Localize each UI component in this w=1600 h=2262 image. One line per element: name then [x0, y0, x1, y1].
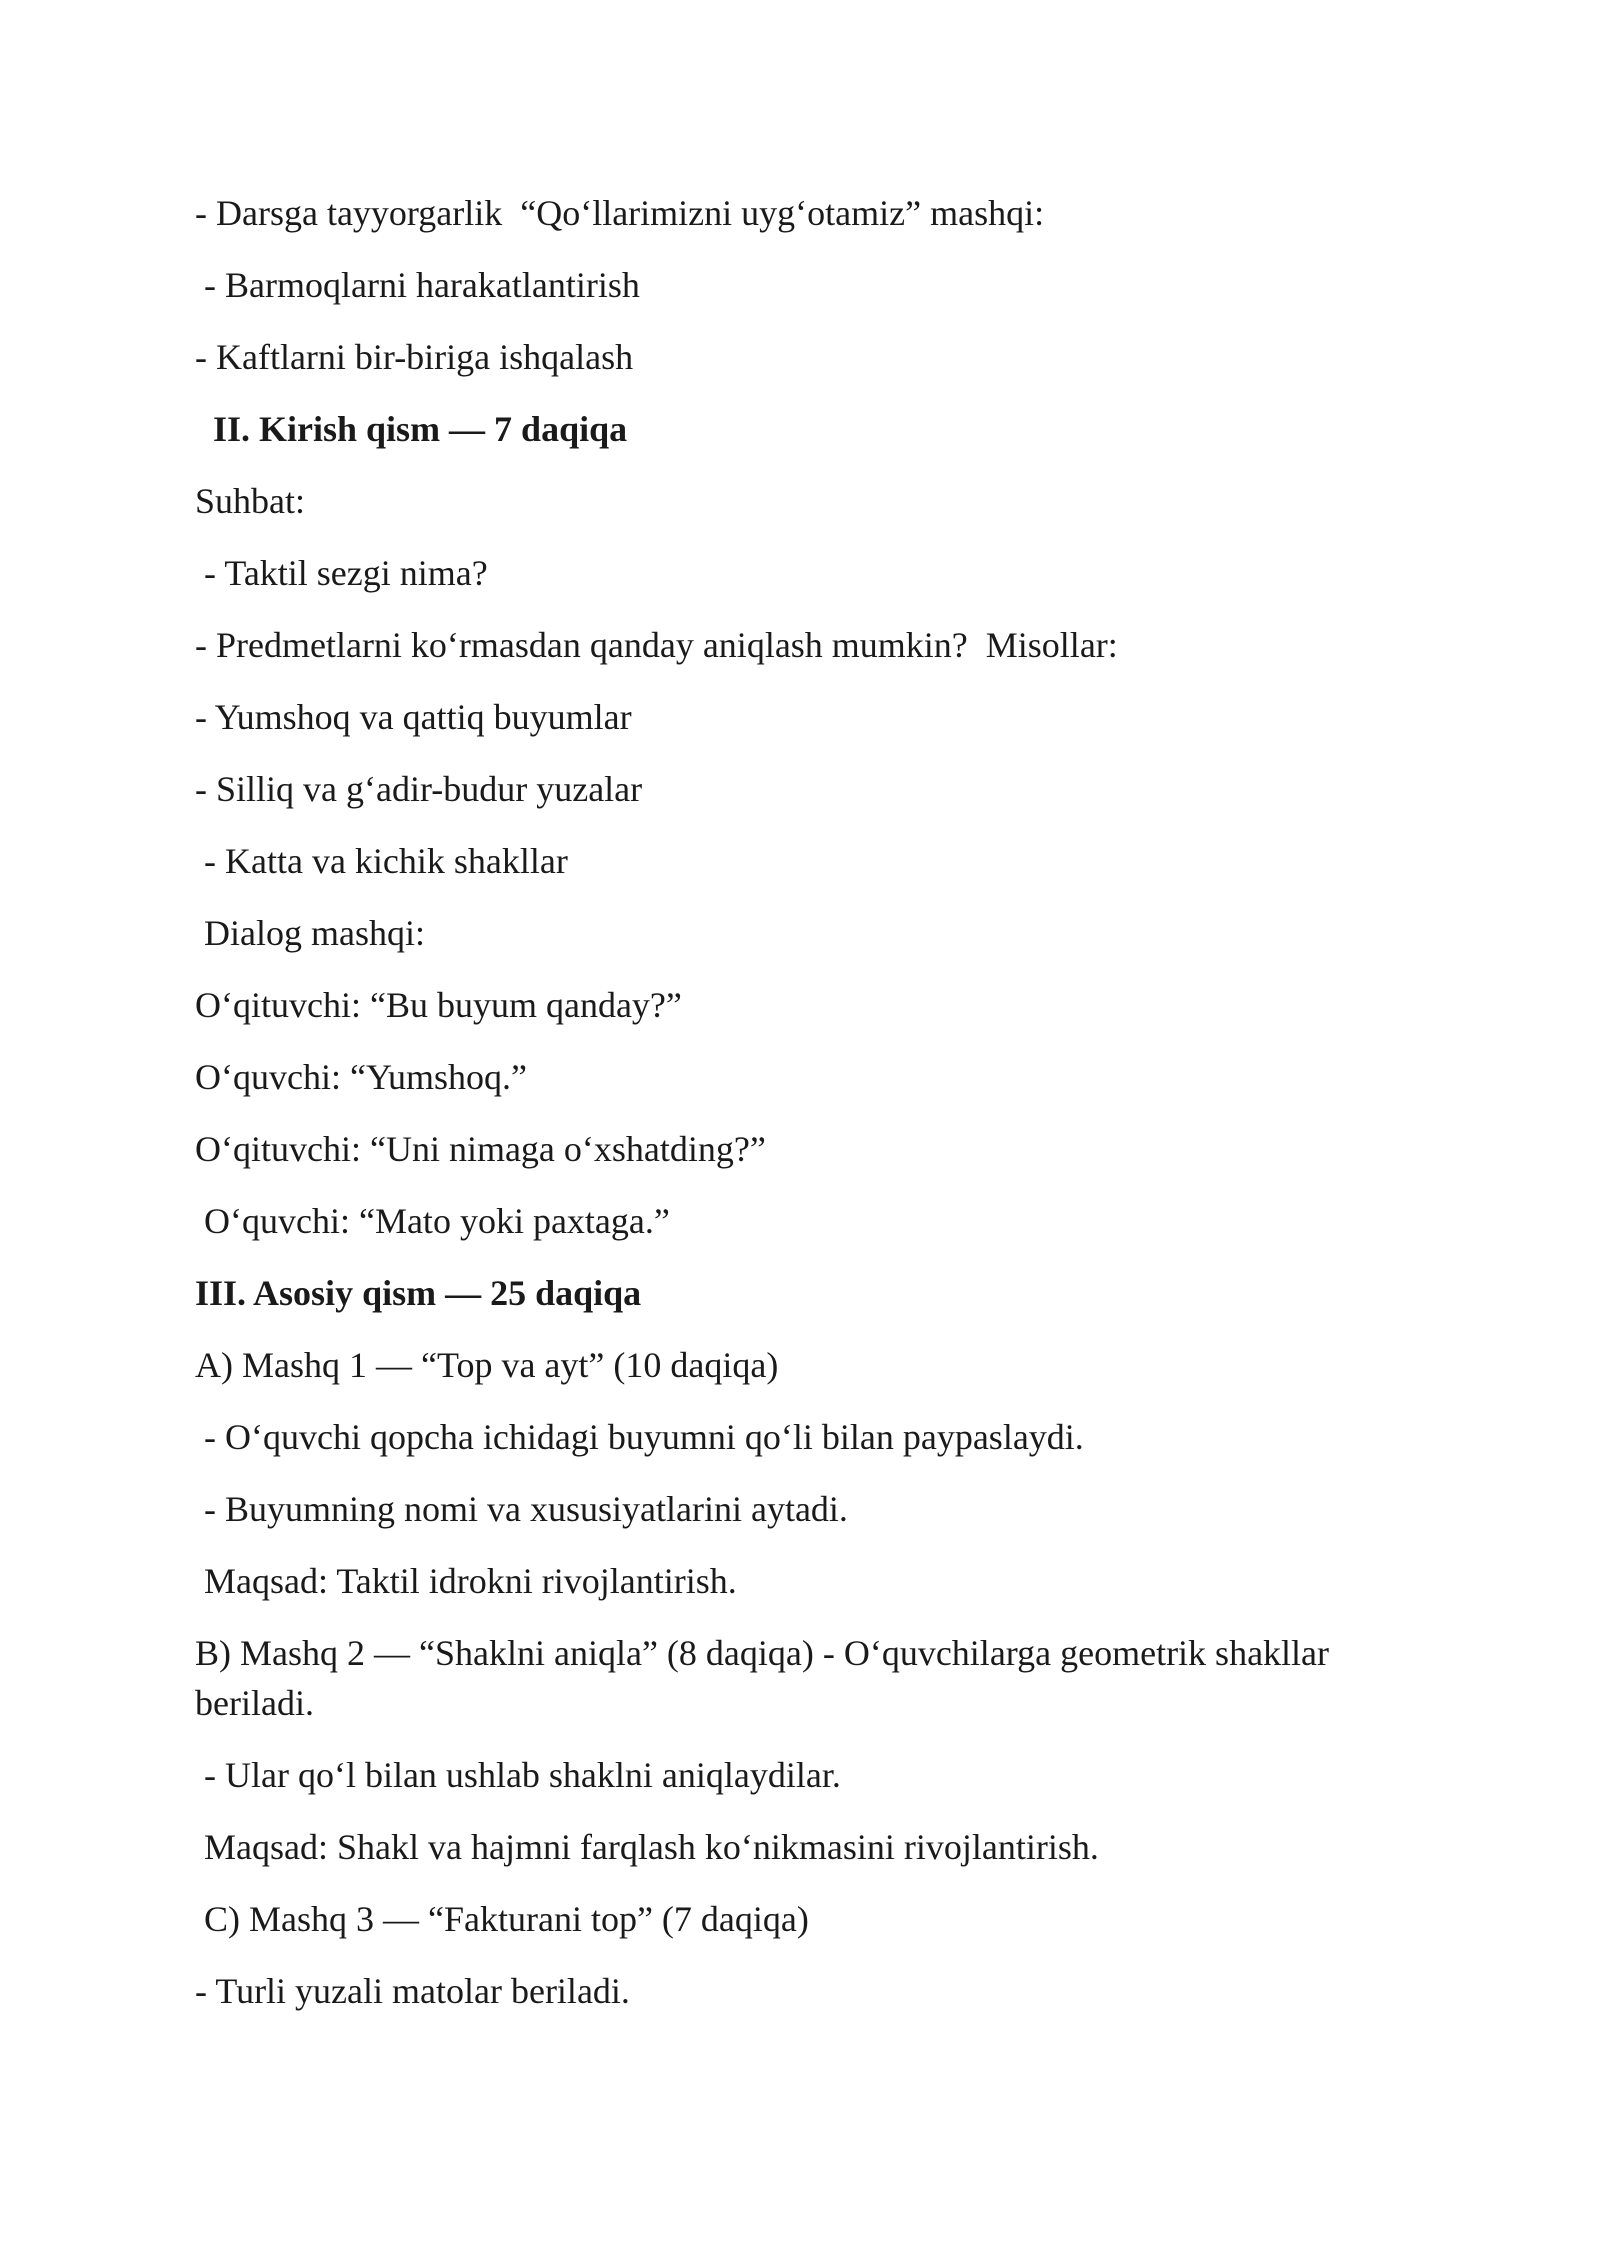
dialog-line: O‘quvchi: “Yumshoq.” — [195, 1057, 527, 1097]
text-line: Maqsad: Taktil idrokni rivojlantirish. — [195, 1561, 737, 1601]
text-line: Suhbat: — [195, 481, 306, 521]
section-heading: III. Asosiy qism — 25 daqiqa — [195, 1273, 642, 1313]
text-line: - Taktil sezgi nima? — [195, 553, 488, 593]
section-heading: II. Kirish qism — 7 daqiqa — [195, 409, 628, 449]
text-line: B) Mashq 2 — “Shaklni aniqla” (8 daqiqa) - O‘quvchilarga geometrik shakllar beriladi. — [195, 1633, 1339, 1723]
text-line: C) Mashq 3 — “Fakturani top” (7 daqiqa) — [195, 1899, 809, 1939]
text-line: - Ular qo‘l bilan ushlab shaklni aniqlaydilar. — [195, 1755, 841, 1795]
dialog-line: O‘qituvchi: “Bu buyum qanday?” — [195, 985, 682, 1025]
dialog-line: O‘quvchi: “Mato yoki paxtaga.” — [195, 1201, 670, 1241]
text-line: - Silliq va g‘adir-budur yuzalar — [195, 769, 643, 809]
text-line: A) Mashq 1 — “Top va ayt” (10 daqiqa) — [195, 1345, 779, 1385]
text-line: - Katta va kichik shakllar — [195, 841, 568, 881]
document-page — [195, 188, 1435, 2038]
text-line: - Turli yuzali matolar beriladi. — [195, 1971, 630, 2011]
text-line: - Yumshoq va qattiq buyumlar — [195, 697, 632, 737]
text-line: Dialog mashqi: — [195, 913, 425, 953]
dialog-line: O‘qituvchi: “Uni nimaga o‘xshatding?” — [195, 1129, 766, 1169]
text-line: - O‘quvchi qopcha ichidagi buyumni qo‘li bilan paypaslaydi. — [195, 1417, 1084, 1457]
text-line: Maqsad: Shakl va hajmni farqlash ko‘nikmasini rivojlantirish. — [195, 1827, 1099, 1867]
text-line: - Kaftlarni bir-biriga ishqalash — [195, 337, 634, 377]
text-line: - Buyumning nomi va xususiyatlarini aytadi. — [195, 1489, 848, 1529]
text-line: - Barmoqlarni harakatlantirish — [195, 265, 640, 305]
text-line: - Predmetlarni ko‘rmasdan qanday aniqlash mumkin? Misollar: — [195, 625, 1118, 665]
text-line: - Darsga tayyorgarlik “Qo‘llarimizni uyg‘otamiz” mashqi: — [195, 193, 1045, 233]
